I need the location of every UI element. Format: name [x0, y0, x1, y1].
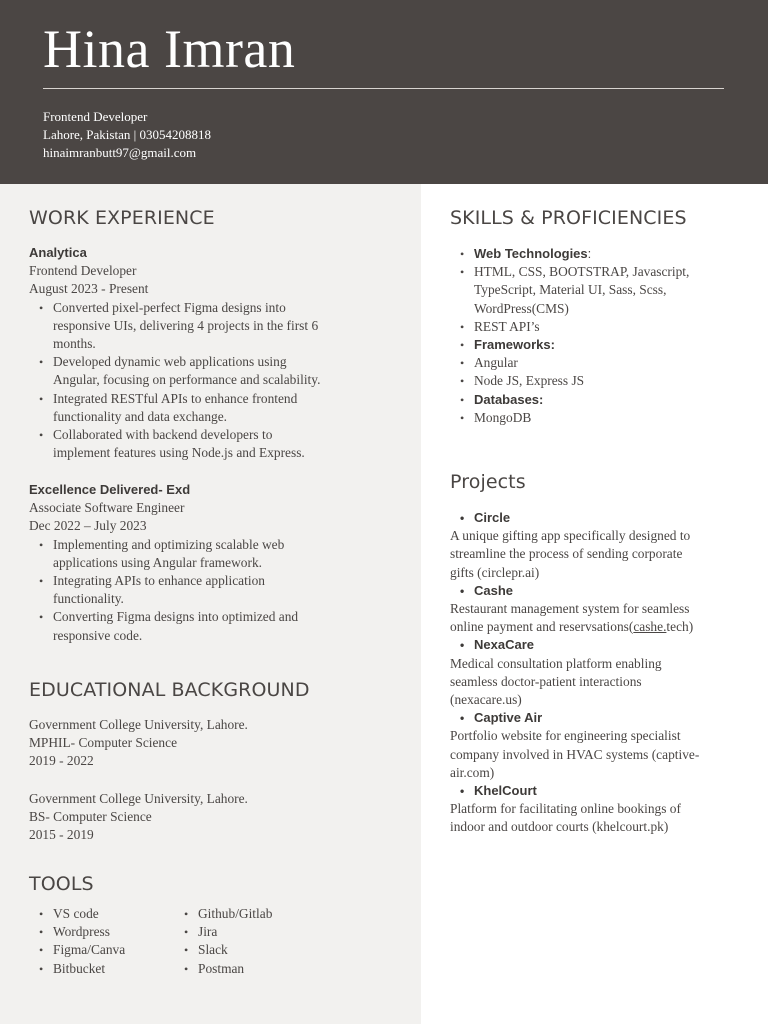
web-technologies-label: Web Technologies: [474, 246, 588, 261]
list-item: [29, 390, 409, 426]
bullet-line: responsive UIs, delivering 4 projects in the first 6: [53, 317, 319, 333]
skill-line: • HTML, CSS, BOOTSTRAP, Javascript,: [474, 264, 690, 280]
job-dates: August 2023 - Present: [29, 281, 149, 297]
list-item: [29, 536, 409, 572]
project-desc-line: Medical consultation platform enabling: [450, 655, 662, 671]
bullet-line: implement features using Node.js and Express.: [53, 445, 305, 461]
bullet-line: months.: [53, 336, 96, 352]
list-item: [450, 245, 750, 263]
project-desc-text: online payment and reservsations(: [450, 619, 634, 635]
list-item: [450, 336, 750, 354]
list-item: • MongoDB: [450, 409, 750, 427]
skill-line: WordPress(CMS): [474, 300, 569, 316]
project-desc-line: Restaurant management system for seamless: [450, 601, 690, 617]
company-name: Excellence Delivered- Exd: [29, 482, 191, 497]
project-name: • Circle: [450, 509, 750, 527]
resume-header: [0, 0, 768, 184]
list-item: • Figma/Canva: [29, 941, 179, 959]
tools-list-2: [174, 905, 374, 978]
bullet-line: • Collaborated with backend developers to: [53, 427, 273, 443]
list-item: [29, 299, 409, 354]
list-item: • Angular: [450, 354, 750, 372]
bullet-line: Angular, focusing on performance and scalability.: [53, 372, 321, 388]
bullet-line: • Converted pixel-perfect Figma designs into: [53, 299, 286, 315]
projects-list: [450, 509, 750, 837]
education-entry: [29, 790, 409, 845]
list-item: • Slack: [174, 941, 374, 959]
project-desc-text: tech): [666, 619, 694, 635]
project-item: [450, 709, 750, 727]
list-item: [29, 572, 409, 608]
header-divider: [43, 88, 724, 89]
project-name: • Captive Air: [450, 709, 750, 727]
bullet-line: applications using Angular framework.: [53, 554, 262, 570]
bullet-line: • Integrating APIs to enhance application: [53, 573, 265, 589]
project-desc-line: Portfolio website for engineering specialist: [450, 728, 681, 744]
location-phone: Lahore, Pakistan | 03054208818: [43, 127, 211, 142]
project-desc-line: indoor and outdoor courts (khelcourt.pk): [450, 819, 669, 835]
bullet-line: responsive code.: [53, 627, 143, 643]
job-bullets: [29, 299, 409, 463]
contact-info: [43, 108, 211, 162]
skills-list: [450, 245, 750, 427]
bullet-line: • Integrated RESTful APIs to enhance frontend: [53, 390, 298, 406]
years: 2015 - 2019: [29, 827, 94, 843]
label-colon: :: [587, 246, 592, 261]
list-item: [29, 353, 409, 389]
skill-line: TypeScript, Material UI, Sass, Scss,: [474, 282, 667, 298]
project-desc-line: company involved in HVAC systems (captive-: [450, 746, 700, 762]
project-item: [450, 509, 750, 527]
project-name: • NexaCare: [450, 636, 750, 654]
job-analytica: [29, 244, 409, 462]
project-desc-line: gifts (circlepr.ai): [450, 564, 540, 580]
project-item: [450, 636, 750, 654]
frameworks-label: Frameworks:: [474, 337, 555, 353]
school-name: Government College University, Lahore.: [29, 791, 248, 806]
bullet-line: functionality and data exchange.: [53, 408, 228, 424]
job-role: Associate Software Engineer: [29, 500, 185, 516]
tools-heading: TOOLS: [29, 873, 94, 895]
email-address[interactable]: hinaimranbutt97@gmail.com: [43, 145, 197, 160]
projects-heading: Projects: [450, 471, 526, 493]
project-item: [450, 782, 750, 800]
project-desc-line: (nexacare.us): [450, 692, 522, 708]
list-item: • Wordpress: [29, 923, 179, 941]
list-item: • VS code: [29, 905, 179, 923]
job-title: Frontend Developer: [43, 109, 148, 124]
bullet-line: • Implementing and optimizing scalable web: [53, 536, 285, 552]
list-item: • Github/Gitlab: [174, 905, 374, 923]
databases-label: Databases:: [474, 391, 544, 407]
degree: MPHIL- Computer Science: [29, 735, 178, 751]
education-entry: [29, 716, 409, 771]
list-item: [29, 426, 409, 462]
job-dates: Dec 2022 – July 2023: [29, 518, 147, 534]
years: 2019 - 2022: [29, 753, 94, 769]
project-desc-line: [450, 618, 750, 636]
job-role: Frontend Developer: [29, 263, 137, 279]
project-item: [450, 582, 750, 600]
project-desc-line: A unique gifting app specifically designed to: [450, 528, 691, 544]
list-item: • Postman: [174, 960, 374, 978]
project-name: • KhelCourt: [450, 782, 750, 800]
list-item: [450, 391, 750, 409]
list-item: • REST API’s: [450, 318, 750, 336]
bullet-line: • Developed dynamic web applications using: [53, 354, 287, 370]
list-item: [29, 608, 409, 644]
bullet-line: functionality.: [53, 591, 124, 607]
list-item: • Bitbucket: [29, 960, 179, 978]
list-item: [450, 263, 750, 318]
skills-heading: SKILLS & PROFICIENCIES: [450, 207, 687, 229]
project-name: • Cashe: [450, 582, 750, 600]
project-desc-line: air.com): [450, 764, 495, 780]
bullet-line: • Converting Figma designs into optimized and: [53, 609, 299, 625]
project-desc-line: seamless doctor-patient interactions: [450, 673, 642, 689]
list-item: • Jira: [174, 923, 374, 941]
project-desc-line: streamline the process of sending corporate: [450, 546, 683, 562]
project-link[interactable]: cashe.: [633, 619, 667, 635]
company-name: Analytica: [29, 245, 87, 260]
work-experience-heading: WORK EXPERIENCE: [29, 207, 215, 229]
education-heading: EDUCATIONAL BACKGROUND: [29, 679, 310, 701]
tools-list-1: [29, 905, 179, 978]
candidate-name: Hina Imran: [43, 19, 296, 79]
school-name: Government College University, Lahore.: [29, 717, 248, 732]
job-bullets: [29, 536, 409, 645]
degree: BS- Computer Science: [29, 809, 152, 825]
list-item: • Node JS, Express JS: [450, 372, 750, 390]
project-desc-line: Platform for facilitating online bookings of: [450, 801, 681, 817]
job-exd: [29, 481, 409, 645]
